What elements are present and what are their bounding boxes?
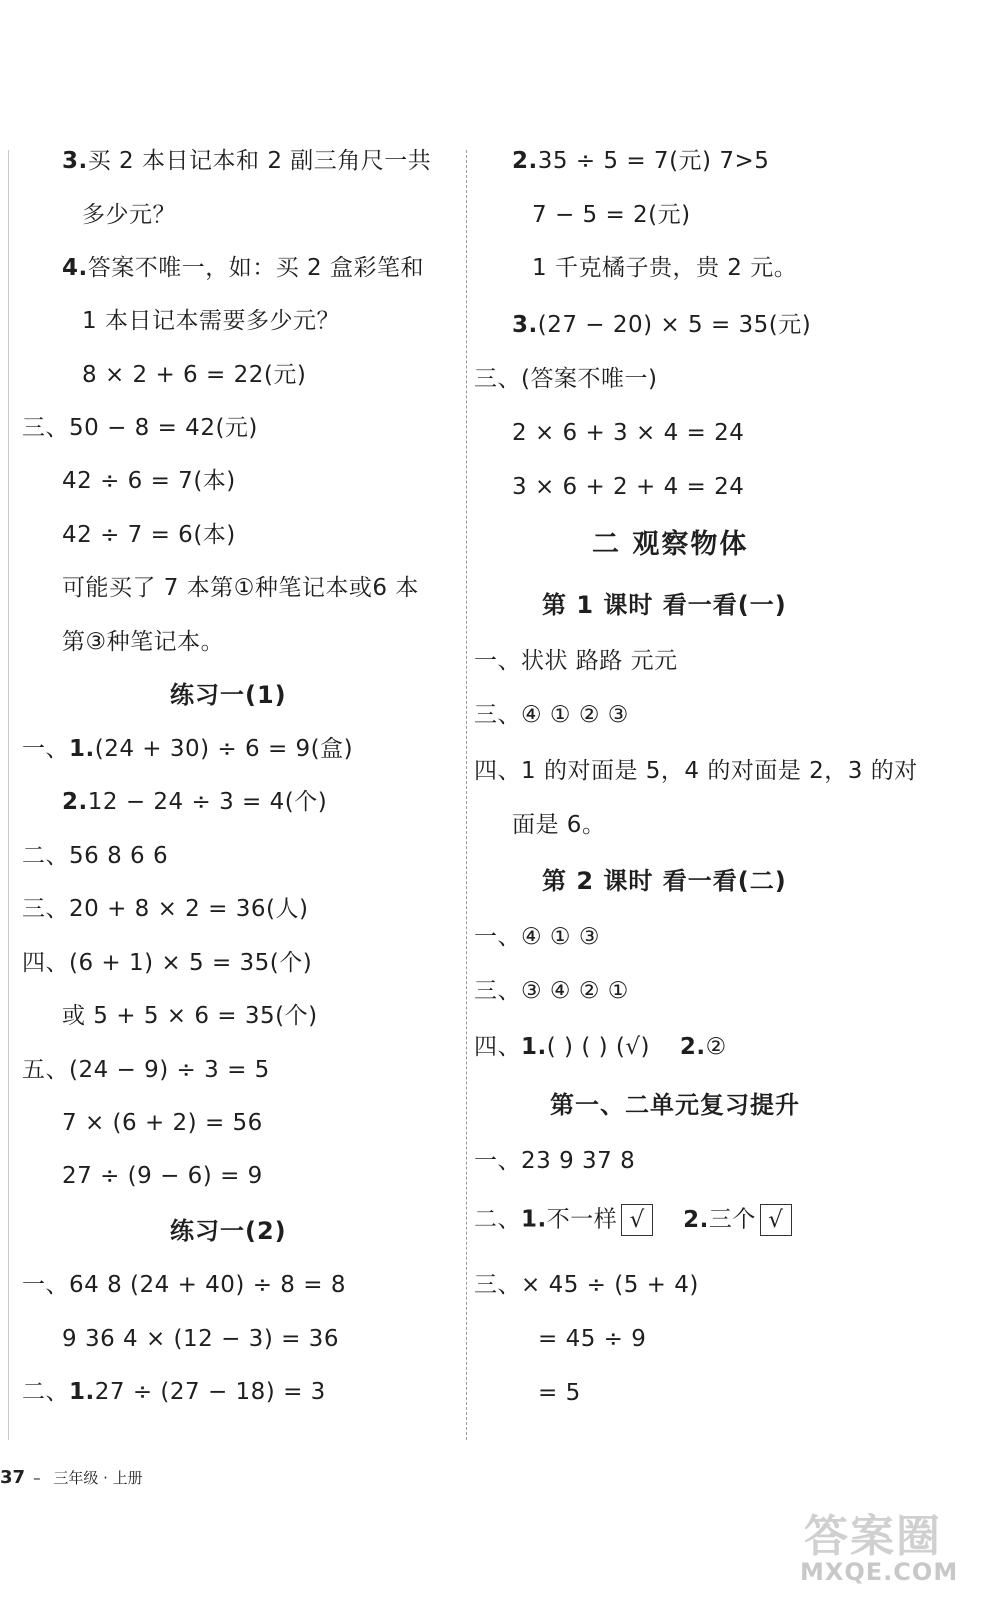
- answer-line: 三、④ ① ② ③: [474, 702, 629, 728]
- review-heading: 第一、二单元复习提升: [550, 1091, 800, 1119]
- answer-line: [474, 1032, 727, 1062]
- section-heading: 练习一(2): [170, 1217, 287, 1245]
- answer-line: [62, 146, 431, 176]
- page-footer: [0, 1468, 143, 1488]
- answer-line: [62, 253, 424, 283]
- answer-text: ②: [705, 1034, 727, 1060]
- item-number: 1.: [521, 1034, 547, 1060]
- answer-line: [22, 1377, 326, 1407]
- answer-line: 或 5 + 5 × 6 = 35(个): [62, 1003, 318, 1029]
- item-number: 1.: [69, 1379, 95, 1405]
- watermark-url: MXQE.COM: [800, 1558, 959, 1586]
- answer-text: 12 − 24 ÷ 3 = 4(个): [87, 789, 328, 815]
- answer-line: 3 × 6 + 2 + 4 = 24: [512, 474, 745, 500]
- answer-line: 42 ÷ 7 = 6(本): [62, 522, 236, 548]
- unit-heading: 二 观察物体: [592, 529, 749, 560]
- answer-text: 27 ÷ (27 − 18) = 3: [94, 1379, 326, 1405]
- section-heading: 练习一(1): [170, 681, 287, 709]
- left-margin-rule: [8, 150, 9, 1440]
- answer-text: 答案不唯一，如：买 2 盒彩笔和: [87, 255, 425, 281]
- item-number: 3.: [512, 312, 538, 338]
- item-number: 2.: [512, 148, 538, 174]
- check-box: √: [760, 1204, 792, 1236]
- answer-text: 买 2 本日记本和 2 副三角尺一共: [87, 148, 432, 174]
- item-prefix: 四、: [474, 1034, 521, 1060]
- answer-text: 35 ÷ 5 = 7(元) 7>5: [537, 148, 770, 174]
- lesson-heading: 第 1 课时 看一看(一): [542, 591, 787, 619]
- item-number: 3.: [62, 148, 88, 174]
- item-number: 1.: [69, 736, 95, 762]
- answer-line: [512, 310, 811, 340]
- item-number: 2.: [679, 1034, 706, 1060]
- answer-line: 三、50 − 8 = 42(元): [22, 415, 258, 441]
- answer-line: 多少元？: [82, 202, 176, 228]
- check-box: √: [621, 1204, 653, 1236]
- answer-line: [62, 787, 327, 817]
- page-number: 37: [0, 1467, 26, 1488]
- column-divider: [466, 150, 467, 1440]
- answer-line: 四、1 的对面是 5，4 的对面是 2，3 的对: [474, 758, 918, 784]
- answer-line: 一、④ ① ③: [474, 924, 600, 950]
- answer-line: = 5: [538, 1380, 581, 1406]
- answer-line: [474, 1204, 792, 1236]
- item-prefix: 二、: [474, 1206, 521, 1233]
- answer-line: 1 千克橘子贵，贵 2 元。: [532, 255, 798, 281]
- item-number: 2.: [683, 1206, 709, 1233]
- item-number: 2.: [62, 789, 88, 815]
- lesson-heading: 第 2 课时 看一看(二): [542, 867, 787, 895]
- answer-line: 42 ÷ 6 = 7(本): [62, 468, 236, 494]
- answer-line: 面是 6。: [512, 812, 606, 838]
- answer-line: 三、③ ④ ② ①: [474, 978, 629, 1004]
- answer-text: 不一样: [546, 1206, 618, 1233]
- answer-line: [22, 734, 353, 764]
- answer-line: 7 − 5 = 2(元): [532, 202, 691, 228]
- answer-text: (24 + 30) ÷ 6 = 9(盒): [94, 736, 354, 762]
- answer-line: [512, 146, 769, 176]
- answer-line: 7 × (6 + 2) = 56: [62, 1110, 263, 1136]
- item-prefix: 一、: [22, 736, 69, 762]
- item-prefix: 二、: [22, 1379, 69, 1405]
- answer-line: 三、× 45 ÷ (5 + 4): [474, 1272, 699, 1298]
- answer-line: 8 × 2 + 6 = 22(元): [82, 362, 307, 388]
- answer-line: 四、(6 + 1) × 5 = 35(个): [22, 950, 313, 976]
- item-number: 1.: [521, 1206, 547, 1233]
- answer-line: 三、20 + 8 × 2 = 36(人): [22, 896, 309, 922]
- watermark-logo: [796, 1500, 986, 1590]
- answer-line: 27 ÷ (9 − 6) = 9: [62, 1163, 263, 1189]
- answer-line: 五、(24 − 9) ÷ 3 = 5: [22, 1057, 270, 1083]
- answer-text: ( ) ( ) (√): [546, 1034, 650, 1060]
- item-number: 4.: [62, 255, 88, 281]
- answer-line: 第③种笔记本。: [62, 629, 225, 655]
- footer-separator: –: [33, 1469, 41, 1487]
- watermark-title: 答案圈: [804, 1511, 942, 1562]
- answer-line: 一、状状 路路 元元: [474, 648, 678, 674]
- answer-line: 二、56 8 6 6: [22, 843, 169, 869]
- answer-line: 一、23 9 37 8: [474, 1148, 636, 1174]
- answer-text: (27 − 20) × 5 = 35(元): [537, 312, 812, 338]
- answer-line: 2 × 6 + 3 × 4 = 24: [512, 420, 745, 446]
- answer-line: 9 36 4 × (12 − 3) = 36: [62, 1326, 339, 1352]
- answer-line: 1 本日记本需要多少元？: [82, 308, 340, 334]
- answer-line: 一、64 8 (24 + 40) ÷ 8 = 8: [22, 1272, 346, 1298]
- grade-label: 三年级 · 上册: [53, 1469, 143, 1487]
- answer-line: = 45 ÷ 9: [538, 1326, 647, 1352]
- answer-text: 三个: [708, 1206, 756, 1233]
- answer-line: 三、(答案不唯一): [474, 366, 658, 392]
- answer-line: 可能买了 7 本第①种笔记本或6 本: [62, 575, 419, 601]
